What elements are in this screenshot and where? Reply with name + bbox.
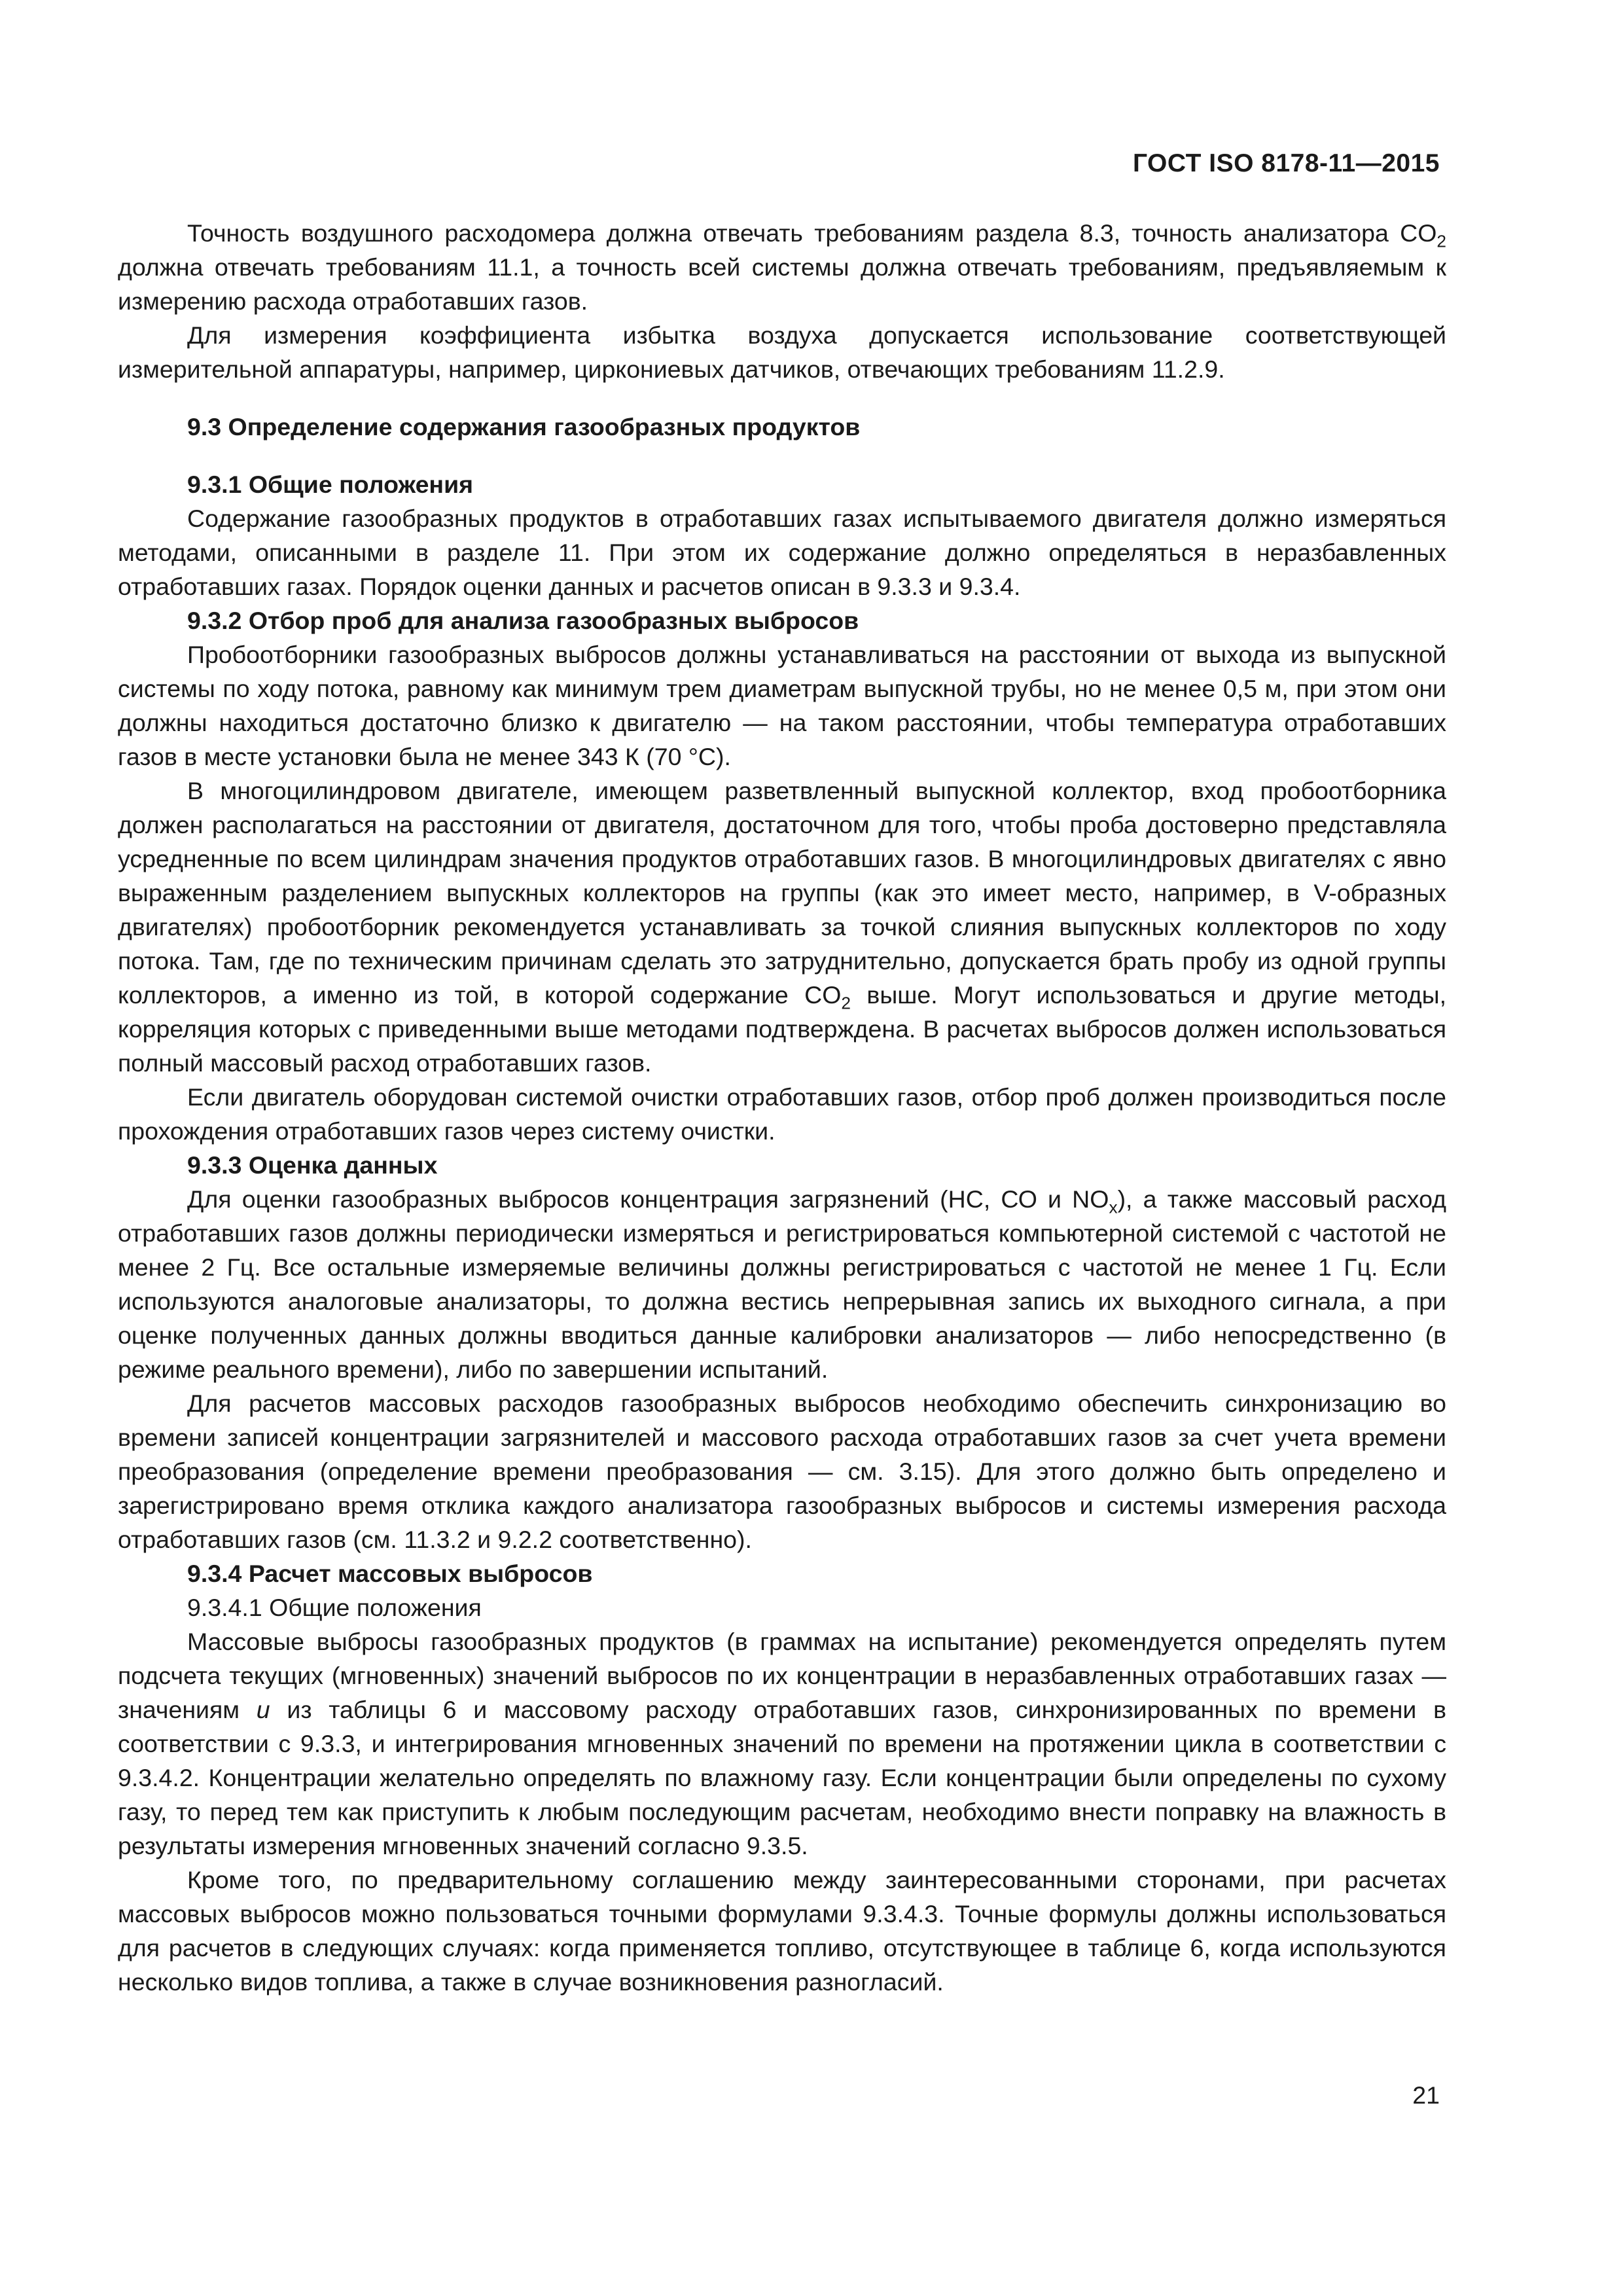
heading-9-3-4-1: 9.3.4.1 Общие положения (187, 1594, 482, 1621)
heading-9-3-1: 9.3.1 Общие положения (187, 471, 474, 498)
paragraph-gaseous-content: Содержание газообразных продуктов в отработавших газах испытываемого двигателя должно измеряться методами, описанными в разделе 11. При этом их содержание должно определяться в неразбавленных отработавших газах. Порядок оценки данных и расчетов описан в 9.3.3 и 9.3.4. (118, 505, 1446, 600)
paragraph-aftertreatment: Если двигатель оборудован системой очистки отработавших газов, отбор проб должен производиться после прохождения отработавших газов через систему очистки. (118, 1083, 1446, 1145)
paragraph-exact-formulas: Кроме того, по предварительному соглашению между заинтересованными сторонами, при расчетах массовых выбросов можно пользоваться точными формулами 9.3.4.3. Точные формулы должны использоваться для расчетов в следующих случаях: когда применяется топливо, отсутствующее в таблице 6, когда используются несколько видов топлива, а также в случае возникновения разногласий. (118, 1866, 1446, 1996)
heading-9-3-3: 9.3.3 Оценка данных (187, 1151, 438, 1179)
paragraph-mass-emissions: Массовые выбросы газообразных продуктов (в граммах на испытание) рекомендуется определять путем подсчета текущих (мгновенных) значений выбросов по их концентрации в неразбавленных отработавших газах — значениям u из таблицы 6 и массовому расходу отработавших газов, синхронизированных по времени в соответствии с 9.3.3, и интегрирования мгновенных значений по времени на протяжении цикла в соответствии с 9.3.4.2. Концентрации желательно определять по влажному газу. Если концентрации были определены по сухому газу, то перед тем как приступить к любым последующим расчетам, необходимо внести поправку на влажность в результаты измерения мгновенных значений согласно 9.3.5. (118, 1628, 1446, 1859)
paragraph-data-evaluation: Для оценки газообразных выбросов концентрация загрязнений (НС, СО и $NO_x$), а также массовый расход отработавших газов должны периодически измеряться и регистрироваться компьютерной системой с частотой не менее 2 Гц. Все остальные измеряемые величины должны регистрироваться с частотой не менее 1 Гц. Если используются аналоговые анализаторы, то должна вестись непрерывная запись их выходного сигнала, а при оценке полученных данных должны вводиться данные калибровки анализаторов — либо непосредственно (в режиме реального времени), либо по завершении испытаний. (118, 1185, 1446, 1383)
page-number: 21 (1412, 2081, 1440, 2109)
paragraph-time-alignment: Для расчетов массовых расходов газообразных выбросов необходимо обеспечить синхронизацию во времени записей концентрации загрязнителей и массового расхода отработавших газов за счет учета времени преобразования (определение времени преобразования — см. 3.15). Для этого должно быть определено и зарегистрировано время отклика каждого анализатора газообразных выбросов и системы измерения расхода отработавших газов (см. 11.3.2 и 9.2.2 соответственно). (118, 1390, 1446, 1553)
paragraph-air-flowmeter-accuracy: Точность воздушного расходомера должна отвечать требованиям раздела 8.3, точность анализатора $CO_2$ должна отвечать требованиям 11.1, а точность всей системы должна отвечать требованиям, предъявляемым к измерению расхода отработавших газов. (118, 219, 1446, 315)
heading-9-3-2: 9.3.2 Отбор проб для анализа газообразных выбросов (187, 607, 859, 634)
paragraph-air-excess-ratio: Для измерения коэффициента избытка воздуха допускается использование соответствующей измерительной аппаратуры, например, циркониевых датчиков, отвечающих требованиям 11.2.9. (118, 321, 1446, 383)
document-header: ГОСТ ISO 8178-11—2015 (1132, 149, 1440, 177)
document-body (118, 216, 1446, 1999)
paragraph-sampling-probes: Пробоотборники газообразных выбросов должны устанавливаться на расстоянии от выхода из выпускной системы по ходу потока, равному как минимум трем диаметрам выпускной трубы, но не менее 0,5 м, при этом они должны находиться достаточно близко к двигателю — на таком расстоянии, чтобы температура отработавших газов в месте установки была не менее 343 К (70 °С). (118, 641, 1446, 770)
heading-9-3-4: 9.3.4 Расчет массовых выбросов (187, 1560, 593, 1587)
heading-9-3: 9.3 Определение содержания газообразных продуктов (187, 413, 861, 440)
paragraph-multicylinder: В многоцилиндровом двигателе, имеющем разветвленный выпускной коллектор, вход пробоотборника должен располагаться на расстоянии от двигателя, достаточном для того, чтобы проба достоверно представляла усредненные по всем цилиндрам значения продуктов отработавших газов. В многоцилиндровых двигателях с явно выраженным разделением выпускных коллекторов на группы (как это имеет место, например, в V-образных двигателях) пробоотборник рекомендуется устанавливать за точкой слияния выпускных коллекторов по ходу потока. Там, где по техническим причинам сделать это затруднительно, допускается брать пробу из одной группы коллекторов, а именно из той, в которой содержание $CO_2$ выше. Могут использоваться и другие методы, корреляция которых с приведенными выше методами подтверждена. В расчетах выбросов должен использоваться полный массовый расход отработавших газов. (118, 777, 1446, 1077)
